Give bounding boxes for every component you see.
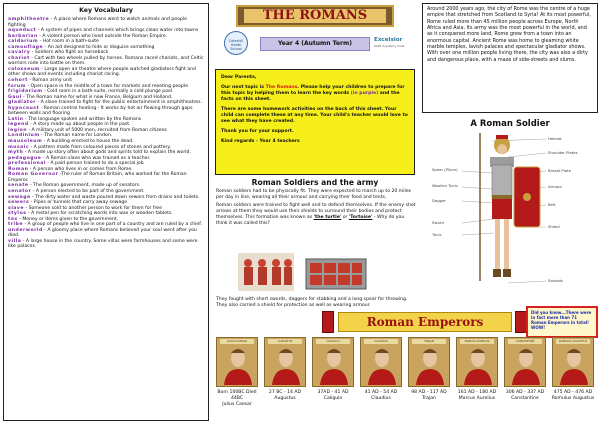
vocab-definition: - A pattern made from coloured pieces of stones and pottery. bbox=[29, 144, 171, 150]
vocab-entry bbox=[8, 106, 204, 117]
vocab-definition: - A military unit of 5000 men, recruited from Roman citizens bbox=[26, 127, 167, 133]
vocab-term: senator bbox=[8, 188, 32, 194]
vocab-term: cohort bbox=[8, 78, 28, 84]
emperor-portrait bbox=[360, 337, 402, 387]
vocab-term: Roman bbox=[8, 166, 29, 172]
vocab-term: tribe bbox=[8, 222, 23, 228]
emperor-nameplate: ROMULUS AUGUSTUS bbox=[556, 339, 590, 344]
vocab-entry bbox=[8, 228, 204, 239]
vocab-definition: - The Roman name for what is now France, Belgium and Holland. bbox=[21, 94, 173, 100]
vocab-definition: - Roman army unit bbox=[27, 78, 72, 84]
purple-note: (in purple) bbox=[350, 91, 379, 96]
emperor-nameplate: CLAUDIUS bbox=[364, 339, 398, 344]
parents-letter bbox=[215, 69, 415, 175]
letter-paragraph-2: There are some homework activities on the back of this sheet. Your child can complete these at any time. Your child's teacher would love to see what they have created. bbox=[221, 107, 408, 124]
emperor-nameplate: CONSTANTINE bbox=[508, 339, 542, 344]
vocab-term: barbarian bbox=[8, 33, 38, 39]
emperor-bust-icon bbox=[413, 345, 447, 385]
emperor-name: Constantine bbox=[511, 395, 539, 401]
vocab-definition: - A place where Romans went to watch animals and people fighting bbox=[8, 17, 187, 28]
vocab-list bbox=[8, 17, 204, 250]
vocab-entry bbox=[8, 239, 204, 250]
emperor-caption bbox=[310, 390, 356, 402]
emperor-nameplate: CALIGULA bbox=[316, 339, 350, 344]
label-shield: Shield bbox=[548, 224, 560, 229]
emperor-nameplate: AUGUSTUS bbox=[268, 339, 302, 344]
emperor-name: Romulus Augustus bbox=[551, 395, 595, 401]
vocab-definition: - The dirty water and waste poured down sewers from drains and toilets. bbox=[30, 194, 200, 200]
emperor-bust-icon bbox=[317, 345, 351, 385]
letter-text: Our next topic is bbox=[221, 85, 266, 90]
vocab-term: Latin bbox=[8, 116, 24, 122]
vocab-definition: - Someone sold to another person to work for them for free bbox=[24, 205, 162, 211]
emperor-portrait bbox=[456, 337, 498, 387]
emperor-name: Marcus Aurelius bbox=[458, 395, 496, 401]
emperor-portrait bbox=[216, 337, 258, 387]
emperor-dates: 306 AD - 337 AD bbox=[505, 390, 545, 395]
vocab-term: legion bbox=[8, 127, 27, 133]
vocab-term: legend bbox=[8, 122, 29, 128]
emperor-name: Claudius bbox=[371, 395, 391, 401]
army-text-part: - Why do you think it was called this? bbox=[216, 214, 405, 226]
emperor-bust-icon bbox=[557, 345, 591, 385]
trust-logo-name: Excelsior bbox=[374, 37, 403, 43]
vocab-definition: - A Roman slave who was trained as a teacher. bbox=[41, 155, 151, 161]
letter-greeting: Dear Parents, bbox=[221, 75, 257, 80]
vocab-term: frigidarium bbox=[8, 89, 43, 95]
vocab-definition: - The Roman name for London. bbox=[39, 133, 113, 139]
emperor-caption bbox=[358, 390, 404, 402]
emperor-name: Trajan bbox=[422, 395, 436, 401]
army-text-part: Roman soldiers were trained to fight well and to defend themselves. If the enemy shot arrows at them they would use their shields to surround their bodies and protect themselves. This formation was known as bbox=[216, 203, 416, 220]
vocab-definition: - A violent person who lived outside the Roman Empire. bbox=[37, 33, 168, 39]
vocab-definition: - Money or items given to the government. bbox=[17, 216, 119, 222]
label-spear: Spear (Pilum) bbox=[432, 167, 458, 172]
emperor-dates: 37AD - 41 AD bbox=[317, 390, 349, 395]
label-dagger: Dagger bbox=[432, 198, 446, 203]
soldier-heading: A Roman Soldier bbox=[470, 119, 550, 129]
vocab-term: myth bbox=[8, 150, 24, 156]
tortoise-term: 'Tortoise' bbox=[348, 214, 373, 220]
vocab-term: mausoleum bbox=[8, 139, 43, 145]
shield-wall-icon bbox=[306, 259, 366, 289]
vocab-definition: - Open space in the middle of a town for markets and meeting people bbox=[25, 83, 189, 89]
turtle-formation-image bbox=[236, 247, 372, 295]
rome-intro-text: Around 2000 years ago, the city of Rome was the centre of a huge empire that stretched from Scotland to Syria! At its most powerful, Rome ruled more than 45 million people across Europe, North Africa and Asia. Its army was the most powerful in the world, and as it conquered more land, Rome grew from a town into an enormous capital. Ancient Rome was home to gleaming white marble temples, lavish palaces and spectacular gladiator shows. With over one million people living there, the city was also a dirty and dangerous place, with a maze of side-streets and slums. bbox=[422, 3, 598, 113]
army-paragraph-1: Roman soldiers had to be physically fit. They were expected to march up to 20 miles per day in line, wearing all their armour and carrying their food and tents. bbox=[216, 189, 412, 200]
letter-signoff: Kind regards - Year 4 teachers bbox=[221, 139, 300, 144]
vocab-definition: - Soldiers who fight on horseback bbox=[30, 50, 109, 56]
emperor-portrait bbox=[504, 337, 546, 387]
vocab-definition: - A person who lives in or comes from Rome. bbox=[28, 166, 133, 172]
vocab-definition: - Cart with two wheels pulled by horses. Romans raced chariots, and Celtic warriors rode into battle on them. bbox=[8, 55, 204, 67]
emperor-dates: 475 AD - 476 AD bbox=[553, 390, 593, 395]
label-shoulder-plates: Shoulder Plates bbox=[548, 150, 578, 155]
vocab-definition: - Large open air theatre where people watched gladiators fight and other shows and events including chariot racing. bbox=[8, 66, 196, 78]
vocab-term: chariot bbox=[8, 55, 30, 61]
term-label: Year 4 (Autumn Term) bbox=[260, 37, 370, 51]
vocab-definition: - A gloomy place where Romans believed your soul went after you died. bbox=[8, 227, 197, 239]
vocab-term: senate bbox=[8, 183, 29, 189]
emperor-name: Caligula bbox=[323, 395, 343, 401]
vocab-entry bbox=[8, 56, 204, 67]
vocab-term: Londinium bbox=[8, 133, 40, 139]
emperor-portrait bbox=[408, 337, 450, 387]
key-vocabulary-panel bbox=[3, 3, 209, 421]
school-logo bbox=[224, 31, 248, 55]
vocab-term: amphitheatre bbox=[8, 17, 50, 22]
roman-soldier-diagram bbox=[422, 131, 598, 293]
army-heading: Roman Soldiers and the army bbox=[251, 178, 379, 187]
vocab-definition: - Roman central heating - It works by hot air flowing through gaps between walls and flooring bbox=[8, 105, 193, 117]
vocab-definition: - A paid person trained to do a special job bbox=[45, 161, 144, 167]
army-paragraph-3: They fought with short swords, daggers for stabbing and a long spear for throwing. They also carried a shield for protection as well as wearing armour. bbox=[216, 297, 408, 308]
vocab-term: stylus bbox=[8, 211, 27, 217]
vocab-definition: - Pipes or tunnels that carry away sewage bbox=[29, 200, 128, 206]
vocab-term: Gaul bbox=[8, 94, 22, 100]
emperor-dates: 161 AD - 180 AD bbox=[457, 390, 497, 395]
vocab-definition: - A slave trained to fight for the public entertainment in amphitheatres. bbox=[36, 100, 202, 106]
vocab-term: sewers bbox=[8, 200, 30, 206]
label-belt: Belt bbox=[548, 202, 556, 207]
emperor-caption bbox=[550, 390, 596, 402]
emperor-nameplate: JULIUS CAESAR bbox=[220, 339, 254, 344]
vocab-term: camouflage bbox=[8, 44, 44, 50]
emperor-bust-icon bbox=[221, 345, 255, 385]
army-text bbox=[216, 189, 416, 229]
emperors-heading: Roman Emperors bbox=[338, 312, 512, 332]
vocab-term: forum bbox=[8, 83, 26, 89]
emperor-bust-icon bbox=[365, 345, 399, 385]
emperor-nameplate: TRAJAN bbox=[412, 339, 446, 344]
roman-soldier-icon bbox=[422, 131, 598, 293]
vocab-entry bbox=[8, 172, 204, 183]
vocab-term: underworld bbox=[8, 227, 43, 233]
emperor-name: Julius Caesar bbox=[222, 401, 252, 407]
emperor-caption bbox=[454, 390, 500, 402]
vocab-definition: - A system of pipes and channels which brings clean water into towns bbox=[36, 28, 199, 34]
emperor-dates: 41 AD - 54 AD bbox=[364, 390, 398, 395]
emperor-caption bbox=[406, 390, 452, 402]
vocab-term: cavalry bbox=[8, 50, 31, 56]
roman-flag-icon bbox=[322, 311, 334, 333]
emperor-portrait bbox=[552, 337, 594, 387]
letter-text: . Please help your children to prepare for this topic by helping them to learn the key words bbox=[221, 85, 405, 96]
vocab-title: Key Vocabulary bbox=[79, 7, 133, 14]
emperor-portrait bbox=[312, 337, 354, 387]
army-paragraph-2 bbox=[216, 203, 416, 226]
vocab-definition: - A metal pen for scratching words into wax or wooden tablets. bbox=[26, 211, 173, 217]
vocab-entry bbox=[8, 67, 204, 78]
vocab-definition: - A large house in the country. Some villas were farmhouses and some were like palaces. bbox=[8, 238, 198, 250]
vocab-definition: - Cold room in a bath-suite, normally a cold plunge pool bbox=[42, 89, 173, 95]
turtle-term: 'the turtle' bbox=[313, 214, 342, 220]
vocab-term: Roman Governor bbox=[8, 172, 59, 178]
vocab-term: sewage bbox=[8, 194, 31, 200]
vocab-term: professional bbox=[8, 161, 46, 167]
vocab-definition: - An aid designed to hide or disguise something bbox=[43, 44, 155, 50]
vocab-definition: - A building erected to house the dead. bbox=[42, 139, 134, 145]
label-sandals: Sandals bbox=[548, 278, 563, 283]
emperor-caption bbox=[502, 390, 548, 402]
emperor-dates: Born 100BC Died 44BC bbox=[217, 390, 257, 401]
vocab-term: caldarium bbox=[8, 39, 39, 45]
label-armour: Armour bbox=[548, 184, 563, 189]
letter-paragraph-1 bbox=[221, 85, 409, 103]
emperor-bust-icon bbox=[509, 345, 543, 385]
vocab-definition: - A group of people who live in one part of a country and are ruled by a chief. bbox=[22, 222, 203, 228]
vocab-definition: -The ruler of Roman Britain, who worked for the Roman Emperor. bbox=[8, 172, 187, 183]
emperor-dates: 27 BC - 14 AD bbox=[268, 390, 302, 395]
label-helmet: Helmet bbox=[548, 136, 562, 141]
emperor-caption bbox=[262, 390, 308, 402]
army-text-part: or bbox=[341, 214, 349, 220]
vocab-term: villa bbox=[8, 238, 22, 244]
vocab-definition: - The Roman government, made up of senators. bbox=[28, 183, 141, 189]
emperor-portrait bbox=[264, 337, 306, 387]
school-logo-text: Coleshill Heath School bbox=[228, 39, 244, 51]
label-sword: Sword bbox=[432, 220, 444, 225]
vocab-term: mosaic bbox=[8, 144, 30, 150]
vocab-term: pedagogue bbox=[8, 155, 42, 161]
trust-logo-sub: Multi Academy Trust bbox=[374, 44, 405, 48]
emperor-caption bbox=[214, 390, 260, 407]
trust-logo bbox=[374, 37, 404, 49]
emperor-name: Augustus bbox=[274, 395, 296, 401]
vocab-entry bbox=[8, 17, 204, 28]
vocab-term: tax bbox=[8, 216, 18, 222]
topic-name: The Romans bbox=[265, 85, 298, 90]
did-you-know-callout: Did you know...There were in fact more than 71 Roman Emperors in total! WOW! bbox=[526, 306, 598, 338]
vocab-term: aqueduct bbox=[8, 28, 37, 34]
label-breast-plate: Breast Plate bbox=[548, 168, 571, 173]
label-tunic: Tunic bbox=[432, 232, 442, 237]
letter-text: and the facts on this sheet. bbox=[221, 91, 400, 102]
emperor-bust-icon bbox=[269, 345, 303, 385]
title-banner bbox=[236, 5, 394, 27]
vocab-term: slave bbox=[8, 205, 25, 211]
vocab-definition: - A story made up about people in the past. bbox=[28, 122, 131, 128]
emperor-dates: 98 AD - 117 AD bbox=[411, 390, 447, 395]
vocab-definition: - Hot room in a bath-suite bbox=[38, 39, 99, 45]
vocab-definition: - A person elected to be part of the government. bbox=[31, 188, 145, 194]
vocab-definition: - A made up story often about gods and spirits told to explain the world. bbox=[23, 150, 191, 156]
page-title: THE ROMANS bbox=[244, 9, 386, 23]
emperor-nameplate: MARCUS AURELIUS bbox=[460, 339, 494, 344]
emperor-portraits bbox=[214, 337, 598, 387]
emperor-bust-icon bbox=[461, 345, 495, 385]
vocab-definition: - The language spoken and written by the Romans bbox=[23, 116, 142, 122]
label-woollen-tunic: Woollen Tunic bbox=[432, 183, 458, 188]
vocab-term: colosseum bbox=[8, 66, 40, 72]
letter-paragraph-3: Thank you for your support. bbox=[221, 129, 294, 134]
vocab-term: hypocaust bbox=[8, 105, 40, 111]
vocab-term: gladiator bbox=[8, 100, 37, 106]
